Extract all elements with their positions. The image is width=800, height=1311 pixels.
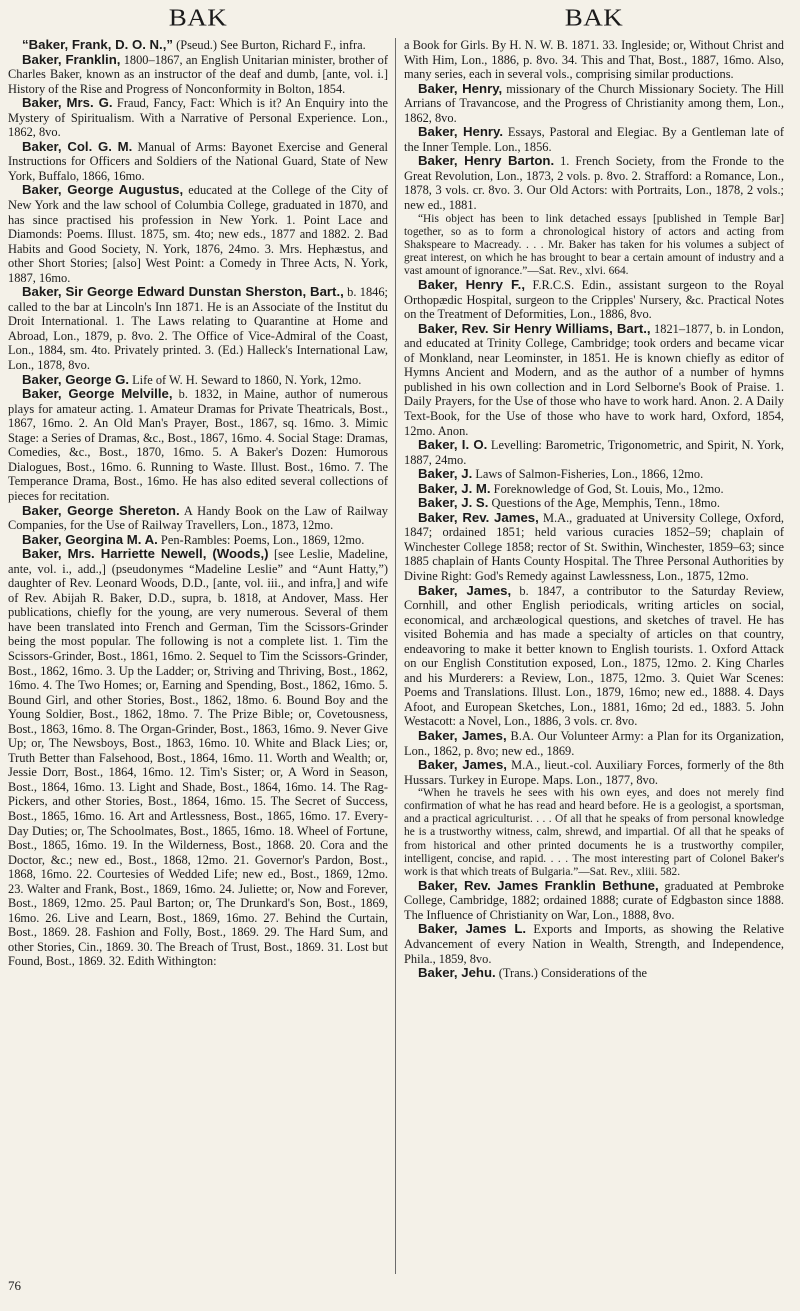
entry-headword: Baker, Mrs. G.	[22, 95, 113, 111]
page-number: 76	[8, 1278, 21, 1293]
dictionary-entry	[404, 966, 784, 981]
entry-text: Manual of Arms: Bayonet Exercise and General Instructions for Officers and Soldiers of the National Guard, State of New York, Buffalo, 1866, 16mo.	[8, 139, 388, 183]
dictionary-entry	[404, 511, 784, 584]
entry-headword: Baker, Franklin,	[22, 51, 121, 67]
column-rule	[395, 38, 396, 1274]
entry-text: Pen-Rambles: Poems, Lon., 1869, 12mo.	[157, 532, 365, 547]
entry-headword: Baker, Henry,	[418, 80, 503, 96]
dictionary-entry	[404, 125, 784, 154]
entry-headword: Baker, George Shereton.	[22, 502, 180, 518]
dictionary-entry	[8, 387, 388, 503]
entry-text: 1800–1867, an English Unitarian minister, brother of Charles Baker, known as an instructor of the deaf and dumb, [ante, vol. i.] History of the Rise and Progress of Nonconformity in Bolton, 1854.	[8, 52, 388, 96]
dictionary-entry	[404, 584, 784, 729]
entry-headword: Baker, George Melville,	[22, 386, 173, 402]
entry-headword: Baker, Henry.	[418, 124, 504, 140]
entry-text: M.A., graduated at University College, Oxford, 1847; ordained 1851; held various curacies 1852–59; chaplain of Winchester College 1858; rector of St. Swithin, Winchester, 1859–63; since 1885 chaplain of Hants County Hospital. The Three Personal Authorities by Divine Right: God's Remedy against Lawlessness, Lon., 1875, 12mo.	[404, 510, 784, 583]
entry-text: graduated at Pembroke College, Cambridge, 1882; ordained 1888; curate of Edgbaston since 1888. The Influence of Christianity on War, Lon., 1888, 8vo.	[404, 878, 784, 922]
entry-continuation	[404, 38, 784, 82]
running-head-right: BAK	[564, 3, 624, 31]
entry-headword: Baker, James L.	[418, 921, 527, 937]
entry-text: F.R.C.S. Edin., assistant surgeon to the Royal Orthopædic Hospital, surgeon to the Cripples' Nursery, &c. Practical Notes on the Treatment of Deformities, Lon., 1886, 8vo.	[404, 278, 784, 322]
dictionary-entry	[8, 547, 388, 969]
dictionary-entry	[8, 285, 388, 372]
dictionary-entry	[8, 504, 388, 533]
dictionary-entry	[404, 154, 784, 212]
entry-text: “His object has been to link detached essays [published in Temple Bar] together, so as to form a chronological history of actors and acting from Shakspeare to Macready. . . . Mr. Baker has taken for his volumes a subject of great interest, on which he has brought to bear a certain amount of industry and a vast amount of ignorance.”—Sat. Rev., xlvi. 664.	[404, 212, 784, 277]
entry-headword: Baker, Henry F.,	[418, 277, 525, 293]
dictionary-entry	[404, 496, 784, 511]
entry-headword: Baker, Rev. James,	[418, 509, 539, 525]
entry-text: B.A. Our Volunteer Army: a Plan for its Organization, Lon., 1862, p. 8vo; new ed., 1869.	[404, 728, 784, 758]
entry-headword: Baker, Jehu.	[418, 965, 496, 981]
dictionary-entry	[8, 183, 388, 285]
dictionary-entry	[404, 879, 784, 923]
dictionary-entry	[8, 140, 388, 184]
entry-headword: “Baker, Frank, D. O. N.,”	[22, 38, 173, 52]
entry-text: “When he travels he sees with his own eyes, and does not merely find confirmation of what he has read and heard before. He is a geologist, a sportsman, and a practical agriculturist. . . . Of all that he speaks of from personal knowledge he is a trustworthy witness, calm, shrewd, and impartial. Of all that he speaks of from historical and other printed documents he is a trustworthy compiler, intelligent, concise, and rapid. . . . The most interesting part of Colonel Baker's work is that which treats of Bulgaria.”—Sat. Rev., xliii. 582.	[404, 787, 784, 878]
entry-headword: Baker, Rev. James Franklin Bethune,	[418, 877, 659, 893]
entry-headword: Baker, James,	[418, 757, 507, 773]
dictionary-entry	[8, 96, 388, 140]
running-head-left: BAK	[168, 3, 228, 31]
dictionary-entry	[404, 278, 784, 322]
dictionary-entry	[404, 758, 784, 787]
entry-text: a Book for Girls. By H. N. W. B. 1871. 33. Ingleside; or, Without Christ and With Him, Lon., 1886, p. 8vo. 34. This and That, Bost., 1887, 16mo. Also, many series, each in several vols., comprising similar productions.	[404, 38, 784, 82]
entry-text: Exports and Imports, as showing the Relative Advancement of every Nation in Wealth, Strength, and Independence, Phila., 1859, 8vo.	[404, 922, 784, 966]
entry-text: Fraud, Fancy, Fact: Which is it? An Enquiry into the Mystery of Spiritualism. With a Narrative of Personal Experience. Lon., 1862, 8vo.	[8, 96, 388, 140]
dictionary-entry	[8, 533, 388, 548]
dictionary-entry	[8, 373, 388, 388]
entry-headword: Baker, Rev. Sir Henry Williams, Bart.,	[418, 320, 651, 336]
entry-text: b. 1847, a contributor to the Saturday Review, Cornhill, and other English periodicals, writing articles on social, economical, and archæological questions, and sketches of travel. He has visited Bohemia and has made a specialty of articles on that country, endeavoring to make it better known to English tourists. 1. Oxford Attack on our English Constitution exposed, Lon., 1875, 12mo. 2. King Charles and his Murderers: a Review, Lon., 1875, 12mo. 3. Quiet War Scenes: Poems and Translations. Illust. Lon., 1879, 16mo; new ed., 1888. 4. Days Afoot, and European Sketches, Lon., 1881, 16mo; 2d ed., 1883. 5. John Westacott: a Novel, Lon., 1886, 3 vols. cr. 8vo.	[404, 583, 784, 729]
left-column	[8, 38, 388, 1278]
entry-headword: Baker, James,	[418, 727, 507, 743]
dictionary-entry	[404, 482, 784, 497]
entry-headword: Baker, George G.	[22, 371, 130, 387]
entry-headword: Baker, Col. G. M.	[22, 138, 133, 154]
entry-text: educated at the College of the City of New York and the law school of Columbia College, graduated in 1870, and has since practised his profession in New York. 1. Point Lace and Diamonds: Poems. Illust. 1875, sm. 4to; new eds., 1877 and 1882. 2. Bad Habits and Good Society, N. York, 1876, 24mo. 3. Mrs. Hephæstus, and other Short Stories; [also] West Point: a Comedy in Three Acts, N. York, 1887, 16mo.	[8, 183, 388, 285]
entry-text: 1. French Society, from the Fronde to the Great Revolution, Lon., 1873, 2 vols. p. 8vo. 2. Strafford: a Romance, Lon., 1878, 3 vols. cr. 8vo. 3. Our Old Actors: with Portraits, Lon., 1878, 2 vols.; new ed., 1881.	[404, 154, 784, 213]
entry-headword: Baker, George Augustus,	[22, 182, 184, 198]
entry-headword: Baker, Sir George Edward Dunstan Sherston, Bart.,	[22, 284, 344, 300]
entry-text: b. 1846; called to the bar at Lincoln's Inn 1871. He is an Associate of the Institut du Droit International. 1. The Laws relating to Quarantine at Home and Abroad, Lon., 1879, p. 8vo. 2. The Office of Vice-Admiral of the Coast, Lon., 1884, sm. 4to. Privately printed. 3. (Ed.) Halleck's International Law, Lon., 1878, 8vo.	[8, 285, 388, 373]
entry-text: [see Leslie, Madeline, ante, vol. i., add.,] (pseudonymes “Madeline Leslie” and “Aunt Hatty,”) daughter of Rev. Leonard Woods, D.D., [ante, vol. iii., and infra,] and wife of Rev. Abijah R. Baker, D.D., supra, b. 1818, at Andover, Mass. Her publications, chiefly for the young, are very numerous. Several of them have been translated into French and German, Tim the Scissors-Grinder being the most popular. The following is not a complete list. 1. Tim the Scissors-Grinder, Bost., 1861, 16mo. 2. Sequel to Tim the Scissors-Grinder, Bost., 1862, 16mo. 3. Up the Ladder; or, Striving and Thriving, Bost., 1862, 16mo. 4. The Two Homes; or, Earning and Spending, Bost., 1862, 16mo. 5. Bound Girl, and other Stories, Bost., 1862, 18mo. 6. Bound Boy and the Young Soldier, Bost., 1862, 18mo. 7. The Prize Bible; or, Covetousness, Bost., 1863, 16mo. 8. The Organ-Grinder, Bost., 1863, 16mo. 9. Never Give Up; or, The Newsboys, Bost., 1863, 16mo. 10. White and Black Lies; or, Truth Better than Falsehood, Bost., 1864, 16mo. 11. Worth and Wealth; or, Jessie Dorr, Bost., 1864, 16mo. 12. Tim's Sister; or, A Word in Season, Bost., 1864, 16mo. 13. Light and Shade, Bost., 1864, 16mo. 14. The Rag-Pickers, and other Stories, Bost., 1864, 16mo. 15. The Secret of Success, Bost., 1865, 16mo. 16. Art and Artlessness, Bost., 1865, 16mo. 17. Every-Day Duties; or, The Schoolmates, Bost., 1865, 16mo. 18. Wheel of Fortune, Bost., 1865, 16mo. 19. In the Wilderness, Bost., 1868. 20. Cora and the Doctor, &c.; new ed., Bost., 1868, 12mo. 21. Governor's Pardon, Bost., 1868, 16mo. 22. Courtesies of Wedded Life; new ed., Bost., 1869, 12mo. 23. Walter and Frank, Bost., 1869, 16mo. 24. Juliette; or, Now and Forever, Bost., 1869, 12mo. 25. Paul Barton; or, The Drunkard's Son, Bost., 1869, 16mo. 26. Live and Learn, Bost., 1869, 16mo. 27. Behind the Curtain, Bost., 1869. 28. Fashion and Folly, Bost., 1869. 29. The Hard Sum, and other Stories, Cin., 1869. 30. The Breach of Trust, Bost., 1869. 31. Lost but Found, Bost., 1869. 32. Edith Withington:	[8, 547, 388, 969]
entry-headword: Baker, James,	[418, 582, 512, 598]
entry-headword: Baker, I. O.	[418, 437, 488, 453]
entry-text: missionary of the Church Missionary Society. The Hill Arrians of Travancose, and the Progress of Christianity among them, Lon., 1862, 8vo.	[404, 81, 784, 125]
entry-text: Levelling: Barometric, Trigonometric, and Spirit, N. York, 1887, 24mo.	[404, 438, 784, 467]
entry-headword: Baker, J. M.	[418, 480, 491, 496]
entry-headword: Baker, J. S.	[418, 495, 489, 511]
entry-text: Life of W. H. Seward to 1860, N. York, 12mo.	[129, 372, 362, 387]
entry-text: (Trans.) Considerations of the	[495, 966, 648, 981]
entry-text: (Pseud.) See Burton, Richard F., infra.	[172, 38, 366, 52]
entry-text: Laws of Salmon-Fisheries, Lon., 1866, 12mo.	[472, 467, 704, 482]
dictionary-entry	[404, 322, 784, 438]
entry-text: Foreknowledge of God, St. Louis, Mo., 12mo.	[490, 481, 724, 496]
entry-text: 1821–1877, b. in London, and educated at Trinity College, Cambridge; took orders and became vicar of Monkland, near Leominster, in 1851. He is known chiefly as editor of Hymns Ancient and Modern, and as the author of a number of hymns published in his own collection and in Lord Selborne's Book of Praise. 1. Daily Prayers, for the Use of those who have to work hard. Anon. 2. A Daily Text-Book, for the Use of those who have to work hard, Oxford, 1854, 12mo. Anon.	[404, 321, 784, 438]
entry-text: Essays, Pastoral and Elegiac. By a Gentleman late of the Inner Temple. Lon., 1856.	[404, 125, 784, 154]
entry-headword: Baker, Georgina M. A.	[22, 531, 158, 547]
right-column	[404, 38, 784, 1278]
dictionary-entry	[404, 438, 784, 467]
entry-headword: Baker, Mrs. Harriette Newell, (Woods,)	[22, 546, 269, 562]
entry-text: Questions of the Age, Memphis, Tenn., 18mo.	[488, 496, 720, 511]
entry-text: b. 1832, in Maine, author of numerous plays for amateur acting. 1. Amateur Dramas for Private Theatricals, Bost., 1867, 16mo. 2. An Old Man's Prayer, Bost., 1867, sq. 16mo. 3. Mimic Stage: a Series of Dramas, &c., Bost., 1867, 16mo. 4. Social Stage: Dramas, Comedies, &c., Bost., 1870, 16mo. 5. A Baker's Dozen: Humorous Dialogues, Bost., 16mo. 6. Running to Waste. Illust. Bost., 16mo. 7. The Temperance Drama, Bost., 16mo. He has also edited several collections of pieces for recitation.	[8, 387, 388, 503]
dictionary-entry	[404, 467, 784, 482]
dictionary-entry	[8, 53, 388, 97]
entry-headword: Baker, J.	[418, 466, 473, 482]
dictionary-entry	[8, 38, 388, 53]
review-quotation	[404, 213, 784, 278]
review-quotation	[404, 787, 784, 879]
dictionary-entry	[404, 729, 784, 758]
dictionary-entry	[404, 922, 784, 966]
entry-text: M.A., lieut.-col. Auxiliary Forces, formerly of the 8th Hussars. Turkey in Europe. Maps. Lon., 1877, 8vo.	[404, 758, 784, 787]
entry-text: A Handy Book on the Law of Railway Companies, for the Use of Railway Travellers, Lon., 1873, 12mo.	[8, 503, 388, 533]
entry-headword: Baker, Henry Barton.	[418, 153, 555, 169]
dictionary-entry	[404, 82, 784, 126]
